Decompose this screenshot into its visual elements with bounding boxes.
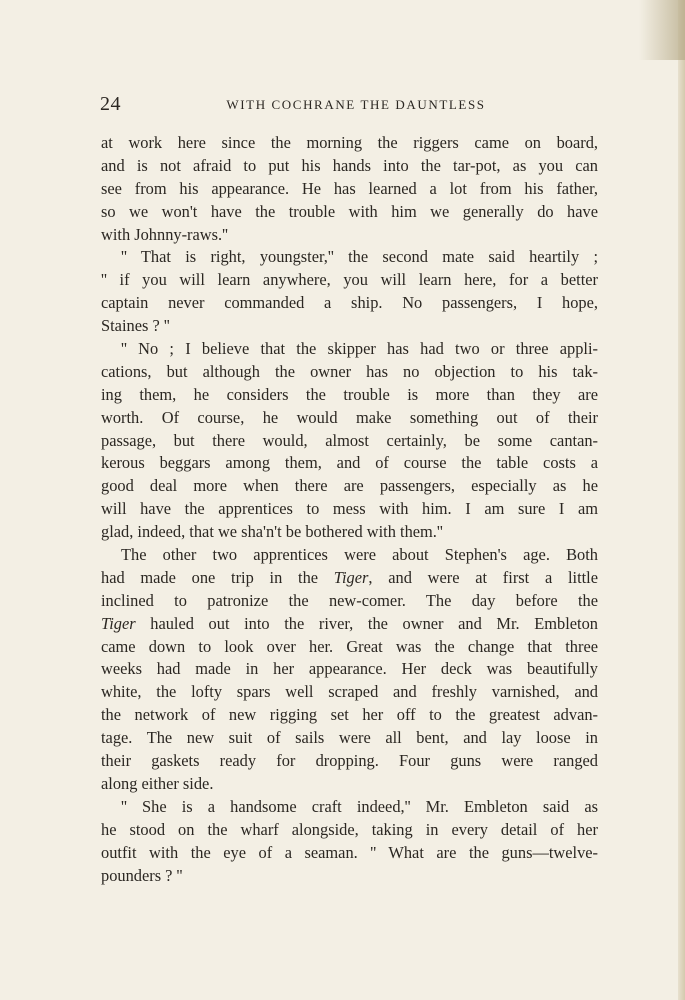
- text-line: and is not afraid to put his hands into the tar-pot, as you can: [101, 155, 598, 175]
- body-text: [101, 132, 598, 887]
- text-line: [101, 613, 598, 636]
- text-line: the network of new rigging set her off to the greatest advan-: [101, 705, 598, 725]
- text-line: came down to look over her. Great was the change that three: [101, 636, 598, 656]
- text-line: passage, but there would, almost certainly, be some cantan-: [101, 430, 598, 450]
- text-segment: , and were at first a little: [368, 567, 599, 587]
- text-segment: had made one trip in the: [101, 567, 334, 587]
- text-line: see from his appearance. He has learned a lot from his father,: [101, 178, 598, 198]
- text-line: ing them, he considers the trouble is more than they are: [101, 384, 598, 404]
- ship-name: Tiger: [333, 567, 369, 587]
- text-line: he stood on the wharf alongside, taking in every detail of her: [101, 819, 598, 839]
- text-line: so we won't have the trouble with him we generally do have: [101, 201, 598, 221]
- text-line: [101, 567, 598, 590]
- page-corner-shadow: [639, 0, 685, 60]
- text-line: weeks had made in her appearance. Her deck was beautifully: [101, 659, 598, 679]
- text-line: pounders ? '': [101, 865, 183, 885]
- text-line: will have the apprentices to mess with him. I am sure I am: [101, 499, 598, 519]
- text-line: '' No ; I believe that the skipper has had two or three appli-: [121, 339, 598, 359]
- text-line: outfit with the eye of a seaman. '' What are the guns—twelve-: [101, 842, 598, 862]
- text-line: inclined to patronize the new-comer. The day before the: [101, 590, 598, 610]
- text-line: their gaskets ready for dropping. Four guns were ranged: [101, 751, 598, 771]
- text-line: cations, but although the owner has no objection to his tak-: [101, 361, 598, 381]
- text-line: good deal more when there are passengers, especially as he: [101, 476, 598, 496]
- text-line: '' She is a handsome craft indeed,'' Mr. Embleton said as: [121, 796, 598, 816]
- text-line: at work here since the morning the riggers came on board,: [101, 133, 598, 152]
- page-number: 24: [100, 93, 121, 115]
- page-header: [100, 93, 598, 117]
- text-line: along either side.: [101, 773, 214, 793]
- text-line: '' if you will learn anywhere, you will learn here, for a better: [101, 270, 598, 290]
- ship-name: Tiger: [101, 613, 136, 633]
- text-line: glad, indeed, that we sha'n't be bothered with them.'': [101, 522, 443, 542]
- text-line: Staines ? '': [101, 316, 170, 336]
- text-line: tage. The new suit of sails were all bent, and lay loose in: [101, 728, 598, 748]
- text-line: worth. Of course, he would make something out of their: [101, 407, 598, 427]
- text-line: with Johnny-raws.'': [101, 224, 229, 244]
- text-line: captain never commanded a ship. No passengers, I hope,: [101, 293, 598, 313]
- text-line: kerous beggars among them, and of course the table costs a: [101, 453, 598, 473]
- text-segment: hauled out into the river, the owner and Mr. Embleton: [135, 613, 598, 633]
- text-line: '' That is right, youngster,'' the second mate said heartily ;: [121, 247, 598, 267]
- running-head: WITH COCHRANE THE DAUNTLESS: [226, 97, 486, 112]
- text-line: The other two apprentices were about Stephen's age. Both: [121, 545, 598, 565]
- text-line: white, the lofty spars well scraped and freshly varnished, and: [101, 682, 598, 702]
- page-edge: [678, 0, 685, 1000]
